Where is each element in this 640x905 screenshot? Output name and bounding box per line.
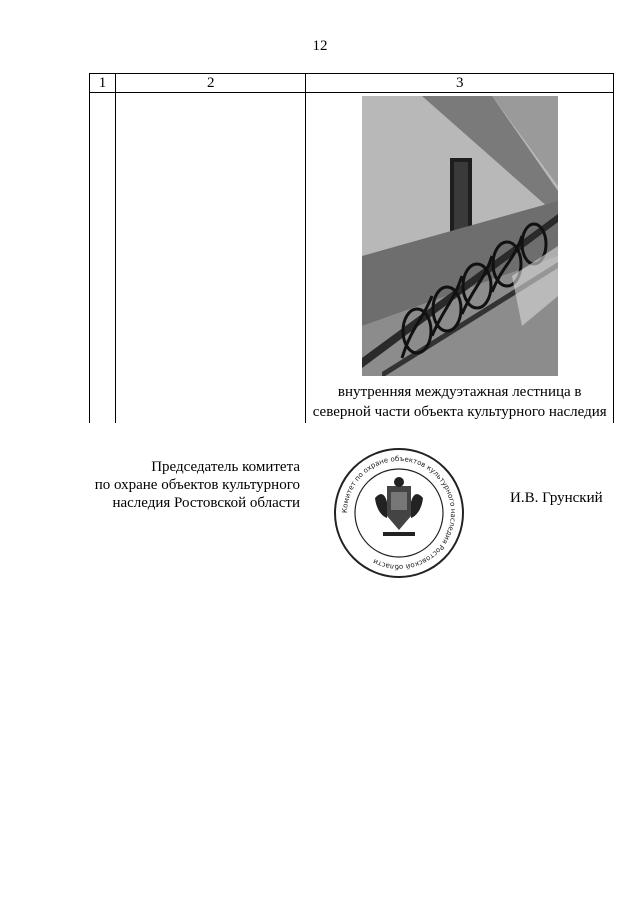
- photo-caption-line-1: внутренняя междуэтажная лестница в: [337, 384, 582, 400]
- header-cell-1: 1: [90, 74, 116, 93]
- page-number: 12: [312, 38, 328, 54]
- table-row: [90, 93, 614, 424]
- official-seal-image: [331, 446, 467, 580]
- signer-name: И.В. Грунский: [510, 490, 603, 506]
- row-cell-2: [116, 93, 306, 424]
- table-header-row: [90, 74, 614, 93]
- object-table: [89, 73, 614, 423]
- row-cell-1: [90, 93, 116, 424]
- header-cell-3: 3: [306, 74, 614, 93]
- row-cell-3: [306, 93, 614, 424]
- staircase-photo-image: [362, 96, 558, 376]
- signer-title-line-3: наследия Ростовской области: [112, 495, 300, 511]
- signer-title-line-2: по охране объектов культурного: [94, 477, 300, 493]
- header-cell-2: 2: [116, 74, 306, 93]
- signer-title: [80, 458, 300, 512]
- photo-caption: [306, 382, 613, 422]
- svg-text:Комитет по охране объектов кул: Комитет по охране объектов культурного наследия Ростовской области: [340, 454, 458, 572]
- staircase-photo: [306, 93, 613, 376]
- official-seal: [331, 446, 467, 585]
- signer-title-line-1: Председатель комитета: [151, 459, 300, 475]
- photo-caption-line-2: северной части объекта культурного наследия: [312, 404, 607, 420]
